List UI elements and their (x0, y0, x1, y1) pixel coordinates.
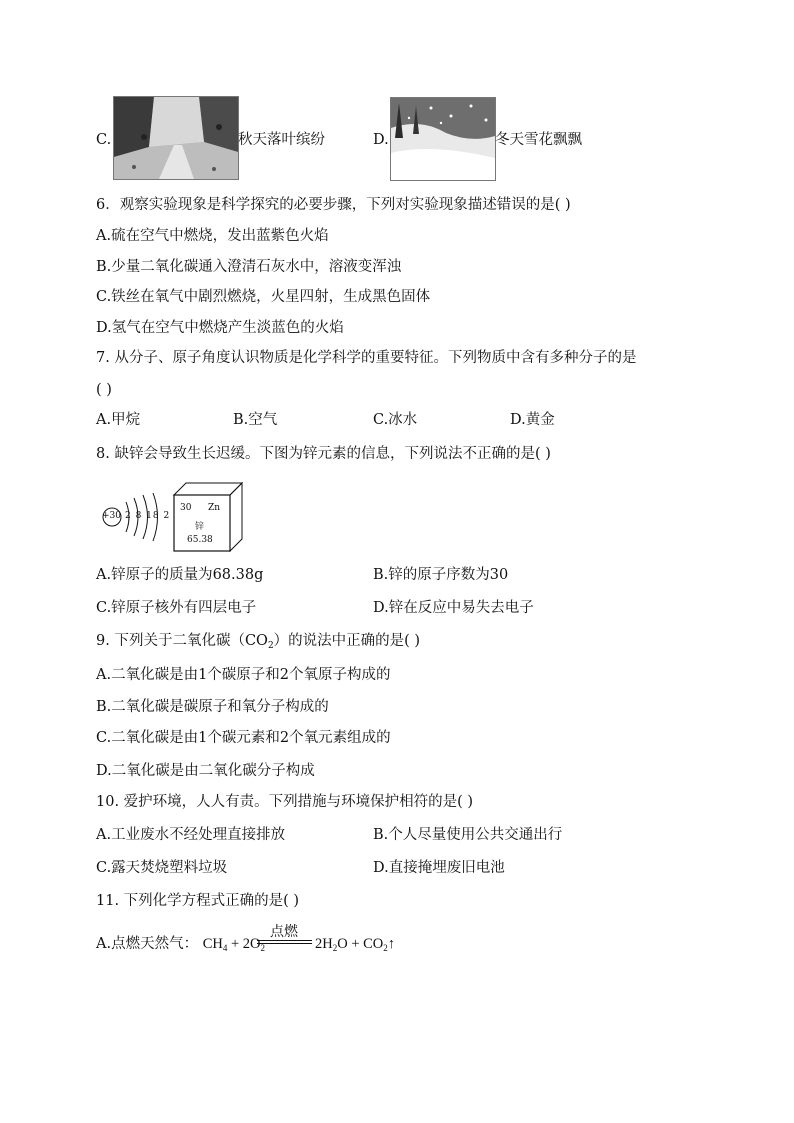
option-c-label: C. (96, 132, 112, 148)
q6-option-c: C.铁丝在氧气中剧烈燃烧，火星四射，生成黑色固体 (96, 289, 431, 305)
q9-option-c: C.二氧化碳是由1个碳元素和2个氧元素组成的 (96, 730, 391, 746)
gas-arrow-icon: ↑ (387, 936, 396, 952)
q7-option-c: C.冰水 (373, 412, 418, 428)
q11-option-a (96, 935, 265, 953)
q10-option-d: D.直接掩埋废旧电池 (373, 860, 505, 876)
q7-option-d: D.黄金 (510, 412, 555, 428)
equation-reactants: $CH_4 + 2O_2$ (202, 936, 266, 953)
q6-option-b: B.少量二氧化碳通入澄清石灰水中，溶液变浑浊 (96, 259, 402, 275)
q11-option-a-prefix: A.点燃天然气： (96, 936, 199, 952)
q10-option-c: C.露天焚烧塑料垃圾 (96, 860, 228, 876)
reaction-condition: 点燃 (270, 924, 298, 940)
reaction-equals-line-bottom (257, 943, 312, 944)
q11-stem: 11. 下列化学方程式正确的是( ) (96, 893, 300, 909)
q8-option-c: C.锌原子核外有四层电子 (96, 600, 257, 616)
cube-atomic-number: 30 (180, 503, 192, 513)
q7-stem: 7. 从分子、原子角度认识物质是化学科学的重要特征。下列物质中含有多种分子的是 (96, 350, 637, 366)
cube-atomic-mass: 65.38 (187, 535, 213, 545)
winter-snow-photo (390, 97, 496, 181)
option-d-label: D. (373, 132, 389, 148)
zinc-atom-structure-diagram (100, 490, 170, 544)
q7-option-a: A.甲烷 (96, 412, 141, 428)
option-c-text: 秋天落叶缤纷 (238, 132, 325, 148)
cube-element-name: 锌 (195, 522, 205, 532)
q6-option-d: D.氢气在空气中燃烧产生淡蓝色的火焰 (96, 320, 344, 336)
zinc-element-cube (172, 481, 244, 553)
cube-element-symbol: Zn (208, 503, 221, 513)
q6-option-a: A.硫在空气中燃烧，发出蓝紫色火焰 (96, 228, 329, 244)
atom-nucleus-charge: +30 (102, 511, 121, 521)
atom-electron-shells: 2 8 18 2 (125, 511, 171, 521)
q9-option-b: B.二氧化碳是碳原子和氧分子构成的 (96, 699, 329, 715)
q7-paren: ( ) (96, 382, 112, 398)
q9-stem: 9. 下列关于二氧化碳$(CO_2)$的说法中正确的是( ) (96, 633, 421, 651)
option-d-text: 冬天雪花飘飘 (495, 132, 582, 148)
q7-option-b: B.空气 (233, 412, 278, 428)
q9-option-d: D.二氧化碳是由二氧化碳分子构成 (96, 763, 315, 779)
q6-stem: 6．观察实验现象是科学探究的必要步骤，下列对实验现象描述错误的是( ) (96, 197, 571, 213)
q10-option-a: A.工业废水不经处理直接排放 (96, 827, 286, 843)
q8-option-d: D.锌在反应中易失去电子 (373, 600, 534, 616)
autumn-leaves-photo (113, 96, 239, 180)
q8-option-b: B.锌的原子序数为30 (373, 567, 509, 583)
q9-option-a: A.二氧化碳是由1个碳原子和2个氧原子构成的 (96, 667, 391, 683)
q8-option-a: A.锌原子的质量为68.38g (96, 567, 264, 583)
equation-products: $2H_2O$ + $CO_2↑$ (315, 936, 396, 953)
q10-option-b: B.个人尽量使用公共交通出行 (373, 827, 563, 843)
q10-stem: 10. 爱护环境，人人有责。下列措施与环境保护相符的是( ) (96, 794, 474, 810)
reaction-equals-line-top (257, 940, 312, 941)
q8-stem: 8. 缺锌会导致生长迟缓。下图为锌元素的信息，下列说法不正确的是( ) (96, 446, 551, 462)
